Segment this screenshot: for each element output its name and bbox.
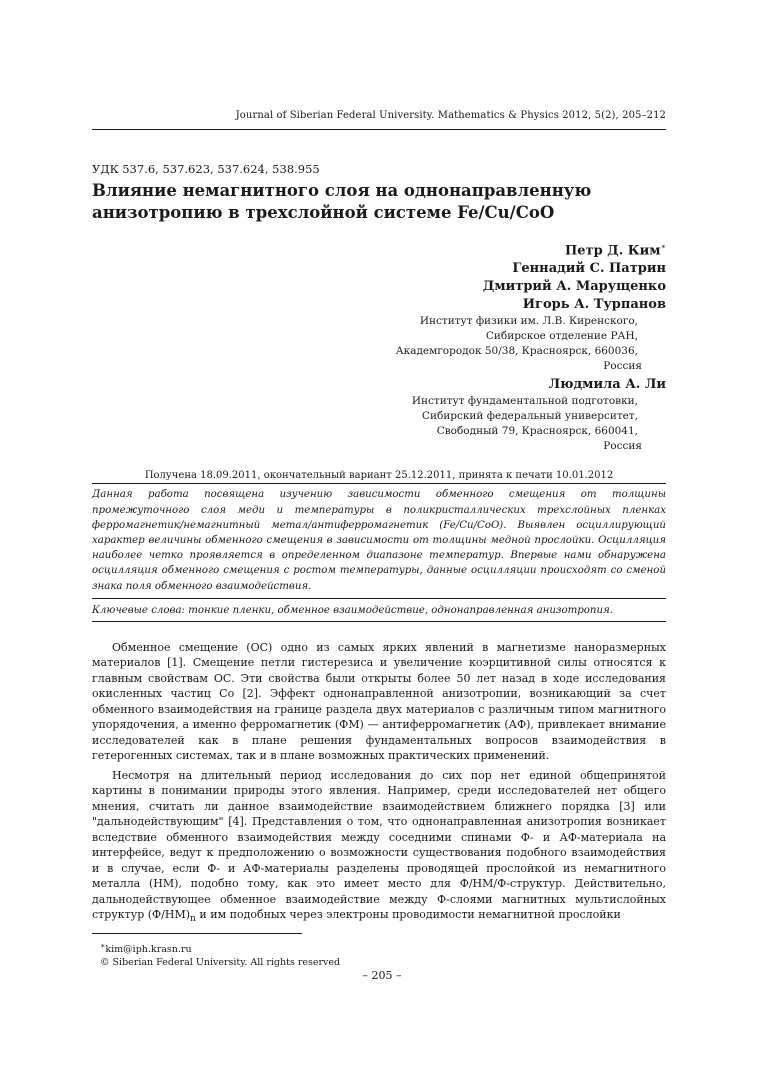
authors-block (92, 238, 666, 454)
paragraph-2 (92, 768, 666, 927)
paragraph-1: Обменное смещение (ОС) одно из самых ярких явлений в магнетизме наноразмерных материалов [1]. Смещение петли гистерезиса и увеличение коэрцитивной силы относятся к главным свойствам ОС. Эти свойства были открыты более 50 лет назад в ходе исследования окисленных частиц Co [2]. Эффект однонаправленной анизотропии, возникающий за счет обменного взаимодействия на границе раздела двух материалов с различным типом магнитного упорядочения, а именно ферромагнетик (ФМ) — антиферромагнетик (АФ), привлекает внимание исследователей как в плане решения фундаментальных вопросов взаимодействия в гетерогенных системах, так и в плане возможных практических применений. (92, 640, 666, 763)
affiliation-1 (395, 314, 642, 374)
received-dates: Получена 18.09.2011, окончательный вариант 25.12.2011, принята к печати 10.01.2012 (144, 470, 614, 482)
author-2: Геннадий С. Патрин (512, 261, 666, 277)
affiliation-line: Институт фундаментальной подготовки, (411, 395, 638, 408)
paragraph-2-part-b: и им подобных через электроны проводимости немагнитной прослойки (195, 908, 621, 922)
udk-code: УДК 537.6, 537.623, 537.624, 538.955 (92, 162, 320, 176)
subscript-n: n (190, 913, 196, 925)
affiliation-country: Россия (603, 440, 642, 453)
footnotes (100, 939, 666, 969)
author-5: Людмила А. Ли (548, 377, 666, 393)
author-1 (92, 238, 666, 260)
paragraph-2-part-a: Несмотря на длительный период исследования до сих пор нет единой общепринятой картины в понимании природы этого явления. Например, среди исследователей нет общего мнения, считать ли данное взаимодействие взаимодействием ближнего порядка [3] или "дальнодействующим" [4]. Представления о том, что однонаправленная анизотропия возникает вследствие обменного взаимодействия между соседними спинами Ф- и АФ-материала на интерфейсе, ведут к предположению о возможности существования подобного взаимодействия и в случае, если Ф- и АФ-материалы разделены проводящей прослойкой из немагнитного металла (НМ), подобно тому, как это имеет место для Ф/НМ/Ф-структур. Действительно, дальнодействующее обменное взаимодействие между Ф-слоями магнитных мультислойных структур (Ф/НМ) (92, 768, 666, 922)
author-4: Игорь А. Турпанов (522, 297, 666, 313)
affiliation-2 (411, 394, 642, 454)
paper-page (92, 110, 666, 969)
copyright-footnote (100, 956, 666, 969)
copyright-text: Siberian Federal University. All rights reserved (112, 957, 341, 969)
affiliation-line: Академгородок 50/38, Красноярск, 660036, (395, 345, 638, 358)
affiliation-line: Институт физики им. Л.В. Киренского, (419, 315, 638, 328)
journal-header: Journal of Siberian Federal University. Mathematics & Physics 2012, 5(2), 205–212 (235, 110, 666, 121)
affiliation-line: Свободный 79, Красноярск, 660041, (436, 425, 638, 438)
affiliation-line: Сибирский федеральный университет, (421, 410, 638, 423)
footnote-rule (92, 933, 302, 934)
footnote-mark: ∗ (100, 940, 106, 950)
abstract-bottom-rule (92, 598, 666, 599)
copyright-icon: © (100, 957, 110, 969)
email-footnote (100, 939, 666, 956)
author-3: Дмитрий А. Марущенко (482, 279, 666, 295)
email-address: kim@iph.krasn.ru (105, 944, 192, 956)
affiliation-country: Россия (603, 360, 642, 373)
author-name: Петр Д. Ким (564, 243, 661, 259)
header-rule (92, 129, 666, 130)
keywords-rule (92, 621, 666, 622)
article-title (92, 180, 666, 224)
body-text (92, 640, 666, 927)
keywords: Ключевые слова: тонкие пленки, обменное взаимодействие, однонаправленная анизотропия. (92, 604, 614, 616)
title-line-1: Влияние немагнитного слоя на однонаправленную (92, 181, 592, 200)
title-line-2: анизотропию в трехслойной системе Fe/Cu/CoO (92, 203, 555, 222)
abstract-top-rule (92, 483, 666, 484)
abstract: Данная работа посвящена изучению зависимости обменного смещения от толщины промежуточного слоя меди и температуры в поликристаллических трехслойных пленках ферромагнетик/немагнитный метал/антиферромагнетик (Fe/Cu/CoO). Выявлен осциллирующий характер величины обменного смещения в зависимости от толщины медной прослойки. Осцилляция наиболее четко проявляется в определенном диапазоне температур. Впервые нами обнаружена осцилляция обменного смещения с ростом температуры, данные осцилляции происходят со сменой знака поля обменного взаимодействия. (92, 489, 666, 592)
page-number: – 205 – (362, 969, 402, 982)
footnote-mark: ∗ (660, 242, 666, 251)
affiliation-line: Сибирское отделение РАН, (485, 330, 638, 343)
